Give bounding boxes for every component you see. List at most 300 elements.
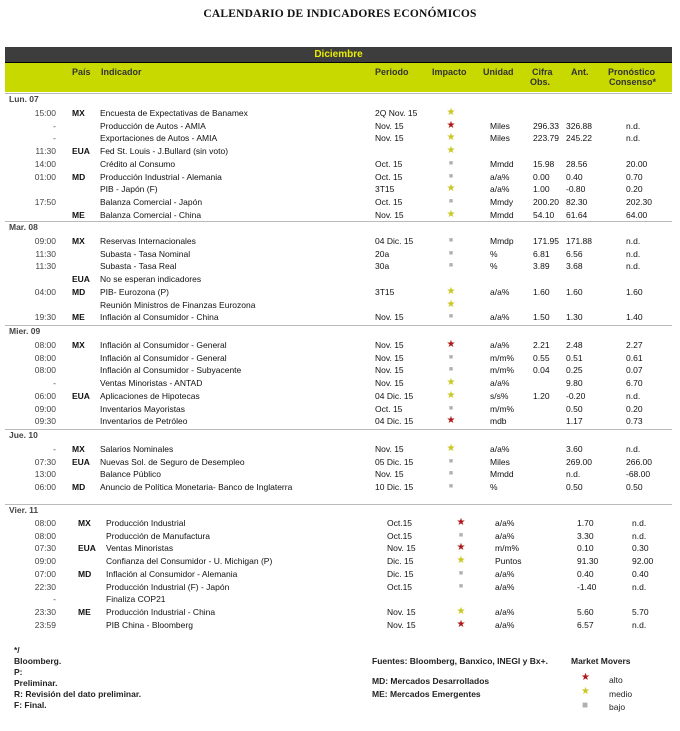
day-label: Lun. 07 [9,94,39,104]
indicator-cell: PIB- Eurozona (P) [100,286,169,297]
unit-cell: a/a% [490,378,510,389]
square-gray-icon: ■ [448,197,454,205]
table-row [0,403,680,415]
country-cell: ME [72,312,85,323]
table-row [0,145,680,157]
unit-cell: m/m% [490,365,515,376]
star-yellow-icon: ★ [446,107,456,118]
previous-cell: -0.80 [566,184,586,195]
indicator-cell: Nuevas Sol. de Seguro de Desempleo [100,456,245,467]
time-cell: - [53,444,56,454]
unit-cell: Miles [490,120,510,131]
period-cell: Oct.15 [387,581,413,592]
observed-cell: 223.79 [533,133,559,144]
table-row [0,132,680,144]
time-cell: 06:00 [34,390,56,401]
header-impacto: Impacto [432,67,467,77]
table-row [0,248,680,260]
country-cell: EUA [72,146,90,157]
country-cell: EUA [72,274,90,285]
time-cell: 08:00 [34,340,56,350]
previous-cell: 82.30 [566,196,588,207]
star-yellow-icon: ★ [446,377,456,389]
header-pais: País [72,67,91,77]
square-gray-icon: ■ [458,582,464,590]
footer-note: P: [14,667,23,677]
square-gray-icon: ■ [448,353,454,361]
time-cell: 23:30 [34,606,56,617]
observed-cell: 1.50 [533,312,550,323]
time-cell: 07:00 [34,568,56,579]
forecast-cell: 2.27 [626,340,643,350]
previous-cell: 171.88 [566,236,592,246]
time-cell: 11:30 [35,248,56,259]
previous-cell: 0.50 [566,482,583,493]
time-cell: 19:30 [34,312,56,323]
previous-cell: 0.25 [566,365,583,376]
table-row [0,443,680,455]
square-gray-icon: ■ [448,483,454,491]
time-cell: 04:00 [34,286,56,297]
table-row [0,456,680,468]
day-label: Jue. 10 [9,430,38,440]
period-cell: 2Q Nov. 15 [375,108,418,118]
table-row [0,530,680,542]
day-divider [5,504,672,505]
indicator-cell: Reservas Internacionales [100,236,196,246]
observed-cell: 200.20 [533,196,559,207]
table-row [0,517,680,529]
table-header [5,63,672,89]
previous-cell: 6.56 [566,248,583,259]
forecast-cell: 20.00 [626,158,648,169]
period-cell: Oct.15 [387,518,413,528]
previous-cell: 0.51 [566,352,583,363]
period-cell: Nov. 15 [375,120,404,131]
header-periodo: Periodo [375,67,409,77]
period-cell: 04 Dic. 15 [375,416,414,427]
time-cell: 07:30 [34,456,56,467]
footer-note: Preliminar. [14,678,58,688]
forecast-cell: 92.00 [632,556,654,567]
previous-cell: 245.22 [566,133,592,144]
table-row [0,542,680,554]
forecast-cell: 6.70 [626,378,643,389]
previous-cell: 2.48 [566,340,583,350]
forecast-cell: 0.30 [632,543,649,554]
indicator-cell: Producción Industrial - China [106,606,216,617]
forecast-cell: 202.30 [626,196,652,207]
table-row [0,481,680,493]
forecast-cell: 0.20 [626,403,643,414]
period-cell: 04 Dic. 15 [375,390,414,401]
country-cell: EUA [72,390,90,401]
unit-cell: Miles [490,133,510,144]
unit-cell: Miles [490,456,510,467]
indicator-cell: Inflación al Consumidor - China [100,312,219,323]
star-red-icon: ★ [456,618,466,630]
time-cell: 09:00 [34,403,56,414]
header-ant: Ant. [571,67,589,77]
time-cell: - [53,120,56,131]
header-pronostico: Pronóstico [608,67,656,77]
time-cell: 08:00 [34,518,56,528]
indicator-cell: Producción Industrial (F) - Japón [106,581,230,592]
time-cell: 23:59 [34,619,56,630]
previous-cell: 1.17 [566,416,583,427]
footer-note: F: Final. [14,700,47,710]
star-yellow-icon: ★ [446,145,456,157]
star-yellow-icon: ★ [446,298,456,310]
time-cell: 07:30 [34,543,56,554]
previous-cell: 6.57 [577,619,594,630]
table-row [0,196,680,208]
time-cell: 11:30 [35,261,56,272]
indicator-cell: Anuncio de Política Monetaria- Banco de Inglaterra [100,482,293,493]
unit-cell: % [490,482,498,493]
time-cell: - [53,133,56,144]
table-row [0,352,680,364]
footer-note: Bloomberg. [14,656,62,666]
table-row [0,183,680,195]
table-row [0,339,680,351]
country-cell: ME [72,209,85,220]
country-cell: MX [72,236,85,246]
unit-cell: a/a% [495,530,515,541]
forecast-cell: -68.00 [626,469,651,480]
star-yellow-icon: ★ [581,686,590,697]
previous-cell: 0.40 [566,171,583,182]
time-cell: 13:00 [34,469,56,480]
period-cell: Oct.15 [387,530,413,541]
forecast-cell: 1.40 [626,312,643,323]
country-cell: EUA [78,543,96,554]
indicator-cell: Inventarios de Petróleo [100,416,188,427]
star-red-icon: ★ [456,517,466,528]
star-yellow-icon: ★ [446,132,456,144]
legend-medio: medio [609,689,633,699]
time-cell: 17:50 [34,196,56,207]
unit-cell: a/a% [495,606,515,617]
unit-cell: Puntos [495,556,522,567]
period-cell: Nov. 15 [375,378,404,389]
country-cell: MX [78,518,91,528]
header-indicador: Indicador [101,67,142,77]
period-cell: Oct. 15 [375,196,403,207]
unit-cell: a/a% [490,184,510,195]
table-row [0,171,680,183]
star-red-icon: ★ [446,415,456,427]
time-cell: 08:00 [34,352,56,363]
square-gray-icon: ■ [448,313,454,321]
day-divider [5,221,672,222]
previous-cell: 0.40 [577,568,594,579]
previous-cell: 61.64 [566,209,588,220]
indicator-cell: Producción de Autos - AMIA [100,120,206,131]
table-row [0,364,680,376]
unit-cell: Mmdy [490,196,514,207]
forecast-cell: n.d. [626,390,641,401]
period-cell: Nov. 15 [375,469,404,480]
month-banner: Diciembre [5,47,672,64]
forecast-cell: n.d. [626,236,641,246]
previous-cell: 1.30 [566,312,583,323]
legend-alto: alto [609,675,623,685]
previous-cell: -0.20 [566,390,586,401]
table-row [0,555,680,567]
country-cell: MX [72,340,85,350]
table-row [0,581,680,593]
unit-cell: a/a% [495,518,515,528]
unit-cell: mdb [490,416,507,427]
country-cell: MD [72,482,86,493]
unit-cell: m/m% [490,403,515,414]
star-yellow-icon: ★ [446,208,456,220]
period-cell: Nov. 15 [387,543,416,554]
indicator-cell: Balanza Comercial - Japón [100,196,203,207]
previous-cell: 0.10 [577,543,594,554]
indicator-cell: Subasta - Tasa Real [100,261,177,272]
star-red-icon: ★ [446,339,456,350]
unit-cell: m/m% [495,543,520,554]
indicator-cell: Subasta - Tasa Nominal [100,248,191,259]
forecast-cell: 1.60 [626,286,643,297]
observed-cell: 1.20 [533,390,550,401]
previous-cell: 91.30 [577,556,599,567]
indicator-cell: PIB - Japón (F) [100,184,158,195]
forecast-cell: n.d. [626,133,641,144]
forecast-cell: 0.20 [626,184,643,195]
page-title: CALENDARIO DE INDICADORES ECONÓMICOS [203,8,477,20]
forecast-cell: n.d. [626,120,641,131]
table-row [0,606,680,618]
indicator-cell: Inventarios Mayoristas [100,403,186,414]
forecast-cell: 0.73 [626,416,643,427]
square-gray-icon: ■ [448,262,454,270]
country-cell: MX [72,108,85,118]
table-row [0,377,680,389]
time-cell: - [53,378,56,389]
indicator-cell: Inflación al Consumidor - General [100,340,227,350]
day-label: Mier. 09 [9,326,41,336]
star-red-icon: ★ [446,119,456,131]
previous-cell: 28.56 [566,158,588,169]
table-row [0,286,680,298]
previous-cell: 0.50 [566,403,583,414]
indicator-cell: PIB China - Bloomberg [106,619,193,630]
unit-cell: s/s% [490,390,509,401]
forecast-cell: n.d. [632,581,647,592]
market-movers-title: Market Movers [571,656,631,666]
observed-cell: 15.98 [533,158,555,169]
square-gray-icon: ■ [448,470,454,478]
indicator-cell: Producción Industrial - Alemania [100,171,222,182]
observed-cell: 0.55 [533,352,550,363]
previous-cell: 3.60 [566,444,583,454]
star-yellow-icon: ★ [446,183,456,195]
star-red-icon: ★ [456,542,466,554]
square-gray-icon: ■ [448,172,454,180]
header-cifra: Cifra [532,67,553,77]
previous-cell: 1.70 [577,518,594,528]
unit-cell: a/a% [490,340,510,350]
table-row [0,311,680,323]
forecast-cell: 0.50 [626,482,643,493]
unit-cell: a/a% [490,171,510,182]
square-gray-icon: ■ [458,569,464,577]
indicator-cell: Producción de Manufactura [106,530,210,541]
period-cell: 30a [375,261,390,272]
square-gray-icon: ■ [582,700,589,711]
time-cell: 14:00 [34,158,56,169]
star-yellow-icon: ★ [446,285,456,297]
forecast-cell: 5.70 [632,606,649,617]
period-cell: 20a [375,248,390,259]
table-row [0,299,680,311]
previous-cell: -1.40 [577,581,597,592]
table-row [0,415,680,427]
forecast-cell: n.d. [632,530,647,541]
unit-cell: a/a% [490,444,510,454]
observed-cell: 2.21 [533,340,550,350]
unit-cell: a/a% [495,568,515,579]
table-row [0,158,680,170]
table-row [0,107,680,119]
forecast-cell: 64.00 [626,209,648,220]
square-gray-icon: ■ [448,404,454,412]
period-cell: 3T15 [375,286,395,297]
table-row [0,619,680,631]
day-divider [5,429,672,430]
period-cell: Nov. 15 [375,312,404,323]
forecast-cell: n.d. [626,444,641,454]
unit-cell: Mmdd [490,469,514,480]
indicator-cell: Finaliza COP21 [106,594,166,605]
period-cell: Nov. 15 [387,619,416,630]
footer-sources: Fuentes: Bloomberg, Banxico, INEGI y Bx+. [372,656,548,666]
observed-cell: 1.00 [533,184,550,195]
previous-cell: 326.88 [566,120,592,131]
country-cell: MD [78,568,92,579]
indicator-cell: Reunión Ministros de Finanzas Eurozona [100,299,256,310]
period-cell: 10 Dic. 15 [375,482,414,493]
square-gray-icon: ■ [458,531,464,539]
observed-cell: 296.33 [533,120,559,131]
header-unidad: Unidad [483,67,514,77]
indicator-cell: Confianza del Consumidor - U. Michigan (P) [106,556,273,567]
unit-cell: Mmdd [490,158,514,169]
forecast-cell: n.d. [626,248,641,259]
time-cell: 08:00 [34,365,56,376]
header-consenso: Consenso* [609,77,657,87]
square-gray-icon: ■ [448,366,454,374]
table-row [0,390,680,402]
period-cell: Oct. 15 [375,403,403,414]
period-cell: Oct. 15 [375,158,403,169]
star-yellow-icon: ★ [446,389,456,401]
square-gray-icon: ■ [448,237,454,244]
forecast-cell: 0.40 [632,568,649,579]
unit-cell: Mmdp [490,236,514,246]
table-row [0,568,680,580]
period-cell: Nov. 15 [387,606,416,617]
indicator-cell: Exportaciones de Autos - AMIA [100,133,218,144]
forecast-cell: 266.00 [626,456,652,467]
unit-cell: a/a% [490,312,510,323]
period-cell: Nov. 15 [375,444,404,454]
unit-cell: Mmdd [490,209,514,220]
country-cell: MD [72,286,86,297]
period-cell: Nov. 15 [375,133,404,144]
period-cell: 04 Dic. 15 [375,236,414,246]
period-cell: Dic. 15 [387,556,414,567]
footer-md: MD: Mercados Desarrollados [372,676,490,686]
unit-cell: % [490,248,498,259]
forecast-cell: n.d. [632,619,647,630]
legend-bajo: bajo [609,702,626,712]
period-cell: Nov. 15 [375,340,404,350]
time-cell: 11:30 [35,146,56,157]
period-cell: Dic. 15 [387,568,414,579]
indicator-cell: Balanza Comercial - China [100,209,202,220]
time-cell: 22:30 [34,581,56,592]
indicator-cell: Salarios Nominales [100,444,174,454]
observed-cell: 171.95 [533,236,559,246]
star-red-icon: ★ [581,672,590,683]
indicator-cell: Ventas Minoristas - ANTAD [100,378,203,389]
footer-note: R: Revisión del dato preliminar. [14,689,142,699]
observed-cell: 0.04 [533,365,550,376]
period-cell: Nov. 15 [375,365,404,376]
time-cell: 06:00 [34,482,56,493]
indicator-cell: Encuesta de Expectativas de Banamex [100,108,248,118]
forecast-cell: 0.07 [626,365,643,376]
forecast-cell: n.d. [626,261,641,272]
time-cell: - [53,594,56,605]
time-cell: 08:00 [34,530,56,541]
unit-cell: a/a% [495,581,515,592]
square-gray-icon: ■ [448,159,454,167]
star-yellow-icon: ★ [446,443,456,454]
forecast-cell: n.d. [632,518,647,528]
day-divider [5,93,672,94]
indicator-cell: Inflación al Consumidor - Alemania [106,568,238,579]
country-cell: MX [72,444,85,454]
previous-cell: 269.00 [566,456,592,467]
forecast-cell: 0.61 [626,352,643,363]
unit-cell: a/a% [495,619,515,630]
day-label: Mar. 08 [9,222,38,232]
observed-cell: 3.89 [533,261,550,272]
time-cell: 01:00 [34,171,56,182]
table-row [0,209,680,221]
observed-cell: 6.81 [533,248,550,259]
day-label: Vier. 11 [9,505,39,515]
previous-cell: 5.60 [577,606,594,617]
square-gray-icon: ■ [448,457,454,465]
time-cell: 09:30 [34,416,56,427]
previous-cell: 3.68 [566,261,583,272]
indicator-cell: Balance Público [100,469,161,480]
observed-cell: 0.00 [533,171,550,182]
period-cell: 05 Dic. 15 [375,456,414,467]
header-obs: Obs. [530,77,551,87]
star-yellow-icon: ★ [456,555,466,567]
time-cell: 09:00 [34,556,56,567]
observed-cell: 1.60 [533,286,550,297]
previous-cell: n.d. [566,469,581,480]
table-row [0,120,680,132]
